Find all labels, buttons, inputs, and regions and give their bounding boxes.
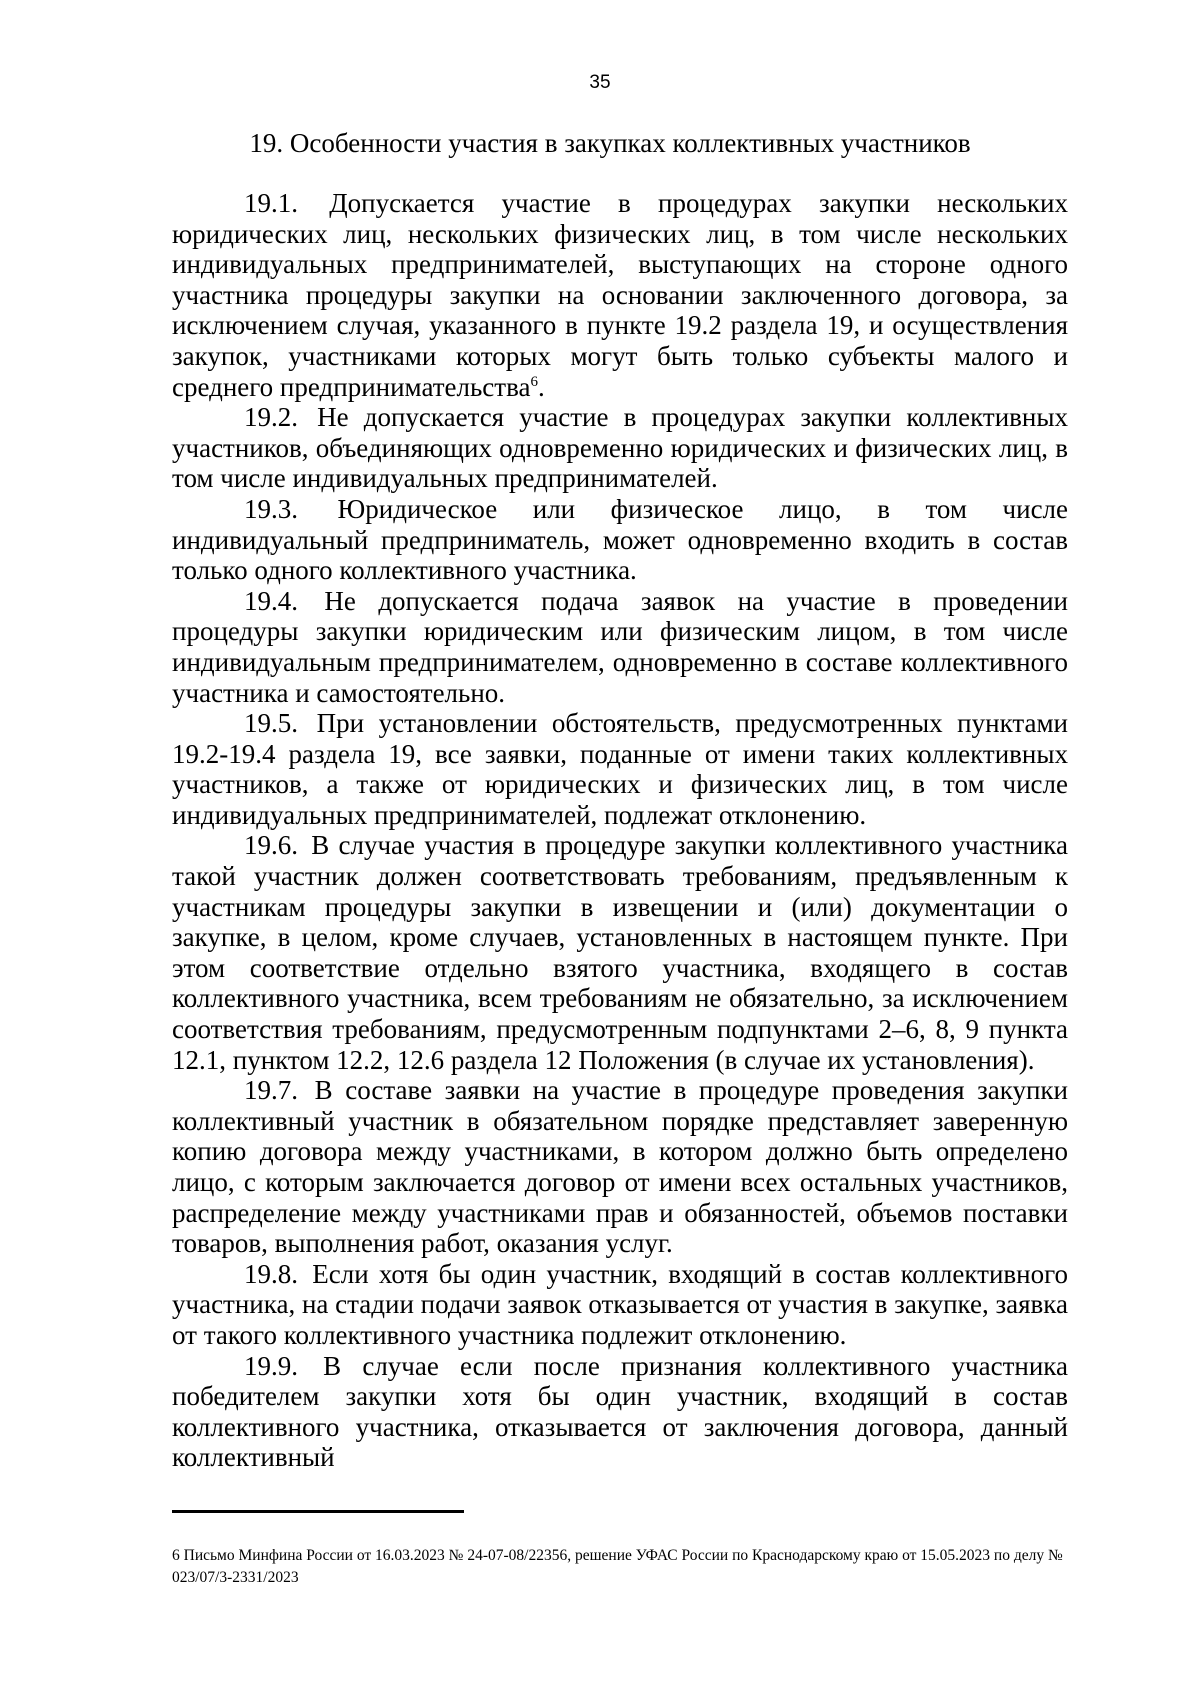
clause-number: 19.3. [244,493,298,524]
clause-text: В составе заявки на участие в процедуре проведения закупки коллективный участник в обязательном порядке представляет заверенную копию договора между участниками, в котором должно быть определено лицо, с которым заключается договор от имени всех остальных участников, распределение между участниками прав и обязанностей, объемов поставки товаров, выполнения работ, оказания услуг. [172,1075,1068,1259]
clause-number: 19.2. [244,402,298,433]
clause-19-4 [172,586,1068,708]
clause-number: 19.7. [244,1075,298,1106]
clause-number: 19.5. [244,708,298,739]
page-number: 35 [589,72,611,93]
footnote: 6 Письмо Минфина России от 16.03.2023 № 24-07-08/22356, решение УФАС России по Краснодарскому краю от 15.05.2023 по делу № 023/07/3-2331/2023 [172,1547,1063,1586]
clause-text: Юридическое или физическое лицо, в том числе индивидуальный предприниматель, может одновременно входить в состав только одного коллективного участника. [172,493,1069,586]
clause-text: В случае участия в процедуре закупки коллективного участника такой участник должен соответствовать требованиям, предъявленным к участникам процедуры закупки в извещении и (или) документации о закупке, в целом, кроме случаев, установленных в настоящем пункте. При этом соответствие отдельно взятого участника, входящего в состав коллективного участника, всем требованиям не обязательно, за исключением соответствия требованиям, предусмотренным подпунктами 2–6, 8, 9 пункта 12.1, пунктом 12.2, 12.6 раздела 12 Положения (в случае их установления). [172,830,1068,1075]
clause-19-7 [172,1075,1068,1259]
clause-text: В случае если после признания коллективного участника победителем закупки хотя бы один участник, входящий в состав коллективного участника, отказывается от заключения договора, данный коллективный [172,1350,1068,1473]
clause-19-6 [172,830,1068,1075]
clause-number: 19.9. [244,1350,298,1381]
clause-end-punctuation: . [537,371,545,402]
clause-19-1 [172,188,1068,402]
clause-number: 19.6. [244,830,298,861]
clause-19-3 [172,494,1068,586]
clause-19-9 [172,1351,1068,1473]
clause-text: Не допускается участие в процедурах закупки коллективных участников, объединяющих одновременно юридических и физических лиц, в том числе индивидуальных предпринимателей. [172,402,1069,494]
clause-19-5 [172,708,1068,830]
clause-19-8 [172,1259,1068,1351]
clause-19-2 [172,402,1068,494]
section-title: 19. Особенности участия в закупках коллективных участников [249,128,971,158]
clause-text: Если хотя бы один участник, входящий в состав коллективного участника, на стадии подачи заявок отказывается от участия в закупке, заявка от такого коллективного участника подлежит отклонению. [172,1258,1069,1350]
clause-number: 19.4. [244,585,298,616]
clause-number: 19.8. [244,1258,298,1289]
clause-text: Не допускается подача заявок на участие в проведении процедуры закупки юридическим или физическим лицом, в том числе индивидуальным предпринимателем, одновременно в составе коллективного участника и самостоятельно. [172,585,1069,708]
footnote-reference: 6 [530,373,538,390]
clause-text: При установлении обстоятельств, предусмотренных пунктами 19.2-19.4 раздела 19, все заявки, поданные от имени таких коллективных участников, а также от юридических и физических лиц, в том числе индивидуальных предпринимателей, подлежат отклонению. [172,708,1068,830]
clause-text: Допускается участие в процедурах закупки нескольких юридических лиц, нескольких физических лиц, в том числе нескольких индивидуальных предпринимателей, выступающих на стороне одного участника процедуры закупки на основании заключенного договора, за исключением случая, указанного в пункте 19.2 раздела 19, и осуществления закупок, участниками которых могут быть только субъекты малого и среднего предпринимательства [172,188,1069,402]
footnote-separator [172,1510,464,1513]
section-body [172,188,1068,1473]
clause-number: 19.1. [244,188,298,218]
